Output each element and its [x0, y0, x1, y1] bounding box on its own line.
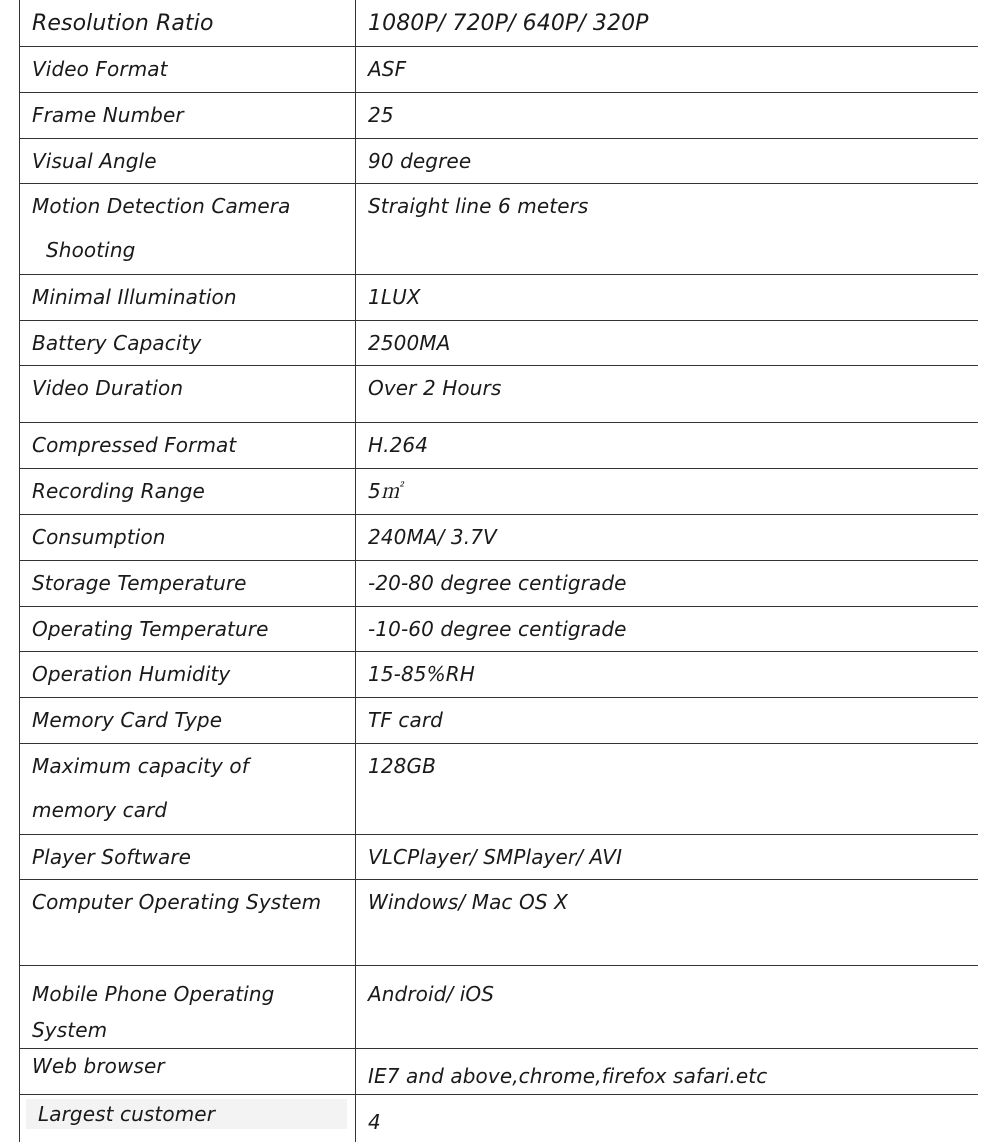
- spec-row-minimal-illumination: [20, 274, 979, 320]
- spec-value: Over 2 Hours: [356, 365, 979, 422]
- spec-row-battery-capacity: [20, 320, 979, 365]
- spec-label: Recording Range: [20, 468, 356, 514]
- spec-label: [20, 183, 356, 274]
- spec-label-line: memory card: [32, 797, 168, 822]
- spec-row-player-software: [20, 834, 979, 879]
- spec-value: Android/ iOS: [356, 965, 979, 1048]
- spec-row-largest-customer: [20, 1094, 979, 1142]
- spec-label: Web browser: [20, 1048, 356, 1094]
- spec-label: Minimal Illumination: [20, 274, 356, 320]
- spec-label: Frame Number: [20, 92, 356, 138]
- spec-value: IE7 and above,chrome,firefox safari.etc: [356, 1048, 979, 1094]
- spec-label: Player Software: [20, 834, 356, 879]
- spec-label-line: Motion Detection Camera: [32, 193, 291, 218]
- spec-value: Windows/ Mac OS X: [356, 879, 979, 965]
- spec-label-line: System: [32, 1017, 108, 1042]
- spec-label: Computer Operating System: [20, 879, 356, 965]
- spec-value: 1LUX: [356, 274, 979, 320]
- spec-label-line: Mobile Phone Operating: [32, 981, 275, 1006]
- spec-label: Visual Angle: [20, 138, 356, 183]
- spec-row-memory-card-type: [20, 697, 979, 743]
- spec-table: [19, 0, 978, 1142]
- spec-label: Consumption: [20, 514, 356, 560]
- spec-label: Operation Humidity: [20, 651, 356, 697]
- spec-row-resolution-ratio: [20, 0, 979, 46]
- spec-row-frame-number: [20, 92, 979, 138]
- spec-row-motion-detection: [20, 183, 979, 274]
- spec-row-visual-angle: [20, 138, 979, 183]
- spec-value: 90 degree: [356, 138, 979, 183]
- spec-label: Operating Temperature: [20, 606, 356, 651]
- spec-row-compressed-format: [20, 422, 979, 468]
- spec-label: Memory Card Type: [20, 697, 356, 743]
- spec-value: H.264: [356, 422, 979, 468]
- spec-label: Resolution Ratio: [20, 0, 356, 46]
- spec-label: Storage Temperature: [20, 560, 356, 606]
- spec-value: 5㎡: [356, 468, 979, 514]
- spec-value: 240MA/ 3.7V: [356, 514, 979, 560]
- spec-value: 128GB: [356, 743, 979, 834]
- spec-row-operating-temperature: [20, 606, 979, 651]
- spec-row-video-duration: [20, 365, 979, 422]
- spec-value: TF card: [356, 697, 979, 743]
- spec-value: 4: [356, 1094, 979, 1142]
- spec-label-line: Maximum capacity of: [32, 753, 249, 778]
- spec-label: Battery Capacity: [20, 320, 356, 365]
- spec-label-text: Largest customer: [26, 1099, 347, 1129]
- spec-value: 25: [356, 92, 979, 138]
- spec-label: [20, 965, 356, 1048]
- spec-row-recording-range: [20, 468, 979, 514]
- spec-value: 2500MA: [356, 320, 979, 365]
- spec-row-storage-temperature: [20, 560, 979, 606]
- spec-row-web-browser: [20, 1048, 979, 1094]
- spec-value: Straight line 6 meters: [356, 183, 979, 274]
- spec-row-max-memory-capacity: [20, 743, 979, 834]
- spec-row-consumption: [20, 514, 979, 560]
- spec-row-mobile-os: [20, 965, 979, 1048]
- spec-value: VLCPlayer/ SMPlayer/ AVI: [356, 834, 979, 879]
- spec-row-computer-os: [20, 879, 979, 965]
- spec-label: [20, 743, 356, 834]
- spec-label: [20, 1094, 356, 1142]
- spec-row-operation-humidity: [20, 651, 979, 697]
- spec-value: -10-60 degree centigrade: [356, 606, 979, 651]
- spec-label: Video Format: [20, 46, 356, 92]
- spec-label-line: Shooting: [46, 237, 136, 262]
- spec-value: -20-80 degree centigrade: [356, 560, 979, 606]
- spec-row-video-format: [20, 46, 979, 92]
- spec-value: 1080P/ 720P/ 640P/ 320P: [356, 0, 979, 46]
- spec-value: ASF: [356, 46, 979, 92]
- spec-label: Video Duration: [20, 365, 356, 422]
- spec-label: Compressed Format: [20, 422, 356, 468]
- spec-value: 15-85%RH: [356, 651, 979, 697]
